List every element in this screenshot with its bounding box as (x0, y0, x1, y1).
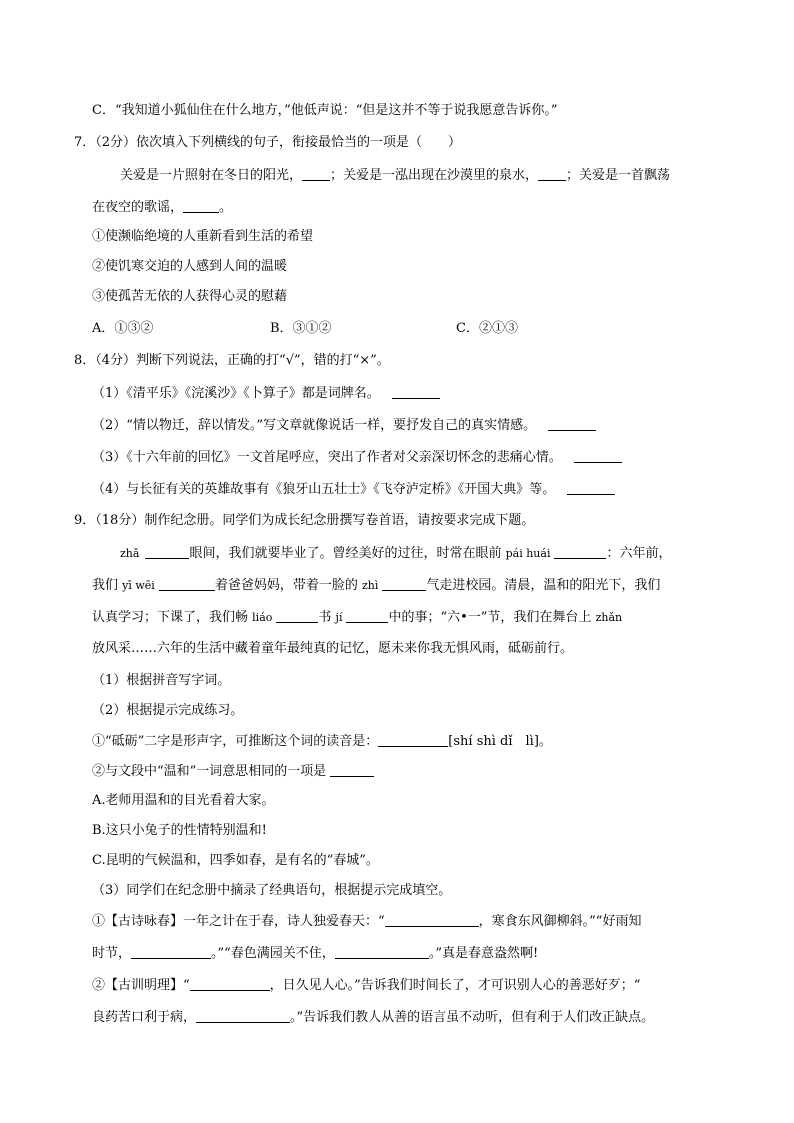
q9-sub-2-item-1: ①“砥砺”二字是形声字，可推断这个词的读音是： [shí shì dǐ lì]。 (92, 734, 552, 749)
q8-item-4: （4）与长征有关的英雄故事有《狼牙山五壮士》《飞夺泸定桥》《开国大典》等。 (92, 482, 615, 496)
q9-paragraph-line-3: 认真学习；下课了，我们畅 liáo 书 jí 中的事；“六•一”节，我们在舞台上 zhǎn (92, 610, 623, 625)
q9-sub-3-line-3: ②【古训明理】“ ，日久见人心。”告诉我们时间长了，才可识别人心的善恶好歹；“ (92, 978, 641, 993)
question-8-title: 8．（4分）判断下列说法，正确的打“√”，错的打“×”。 (74, 353, 390, 368)
blank (302, 168, 330, 181)
q8-item-1: （1）《清平乐》《浣溪沙》《卜算子》都是词牌名。 (92, 386, 440, 400)
q8-item-3: （3）《十六年前的回忆》一文首尾呼应，突出了作者对父亲深切怀念的悲痛心情。 (92, 450, 622, 464)
q9-sub-3-line-1: ①【古诗咏春】一年之计在于春，诗人独爱春天：“ ，寒食东风御柳斜。”“好雨知 (92, 914, 642, 929)
answer-blank (567, 482, 615, 495)
blank (538, 168, 566, 181)
q9-sub-2: （2）根据提示完成练习。 (92, 703, 244, 718)
answer-blank (392, 386, 440, 399)
blank (159, 578, 215, 591)
blank (346, 610, 388, 623)
blank (276, 610, 318, 623)
answer-blank (335, 946, 429, 959)
blank (145, 546, 189, 559)
q7-paragraph-line-2: 在夜空的歌谣， 。 (92, 200, 233, 215)
q9-choice-b: B.这只小兔子的性情特别温和! (92, 823, 267, 838)
q9-sub-2-item-2: ②与文段中“温和”一词意思相同的一项是 (92, 764, 374, 778)
q9-choice-a: A.老师用温和的目光看着大家。 (92, 793, 275, 808)
q7-option-b: B．③①② (270, 321, 332, 336)
q9-paragraph-line-1: zhǎ 眼间，我们就要毕业了。曾经美好的过往，时常在眼前 pái huái ：六年前， (120, 546, 672, 561)
q9-sub-3-line-4: 良药苦口利于病， 。”告诉我们教人从善的语言虽不动听，但有利于人们改正缺点。 (92, 1010, 655, 1025)
blank (382, 578, 426, 591)
q9-paragraph-line-4: 放风采……六年的生活中藏着童年最纯真的记忆，愿未来你我无惧风雨，砥砺前行。 (92, 641, 574, 656)
answer-blank (131, 946, 211, 959)
q7-sentence-2: ②使饥寒交迫的人感到人间的温暖 (92, 259, 288, 274)
question-9-title: 9．（18分）制作纪念册。同学们为成长纪念册撰写卷首语，请按要求完成下题。 (74, 513, 535, 528)
q7-option-c: C．②①③ (456, 321, 518, 336)
blank (183, 200, 219, 213)
q9-sub-1: （1）根据拼音写字词。 (92, 673, 231, 688)
option-c-line: C．“我知道小狐仙住在什么地方，”他低声说：“但是这并不等于说我愿意告诉你。” (92, 103, 558, 118)
q7-option-a: A．①③② (92, 321, 154, 336)
q9-sub-3-line-2: 时节， 。”“春色满园关不住， 。”真是春意盎然啊! (92, 946, 539, 961)
blank (554, 546, 606, 559)
answer-blank (548, 418, 596, 431)
question-7-title: 7．（2分）依次填入下列横线的句子，衔接最恰当的一项是（ ） (74, 135, 462, 150)
q7-sentence-1: ①使濒临绝境的人重新看到生活的希望 (92, 229, 314, 244)
answer-blank (574, 450, 622, 463)
q8-item-2: （2）“情以物迁，辞以情发。”写文章就像说话一样，要抒发自己的真实情感。 (92, 418, 596, 432)
answer-blank (190, 978, 270, 991)
q9-paragraph-line-2: 我们 yī wēi 着爸爸妈妈，带着一脸的 zhì 气走进校园。清晨，温和的阳光下，我们 (92, 578, 661, 593)
q7-sentence-3: ③使孤苦无依的人获得心灵的慰藉 (92, 289, 288, 304)
answer-blank (196, 1010, 290, 1023)
q9-choice-c: C.昆明的气候温和，四季如春，是有名的“春城”。 (92, 853, 379, 868)
q7-paragraph-line-1: 关爱是一片照射在冬日的阳光， ；关爱是一泓出现在沙漠里的泉水， ；关爱是一首飘荡 (120, 168, 671, 183)
q9-sub-3: （3）同学们在纪念册中摘录了经典语句，根据提示完成填空。 (92, 883, 452, 898)
answer-blank (385, 914, 479, 927)
answer-blank (378, 734, 448, 747)
answer-blank (330, 764, 374, 777)
